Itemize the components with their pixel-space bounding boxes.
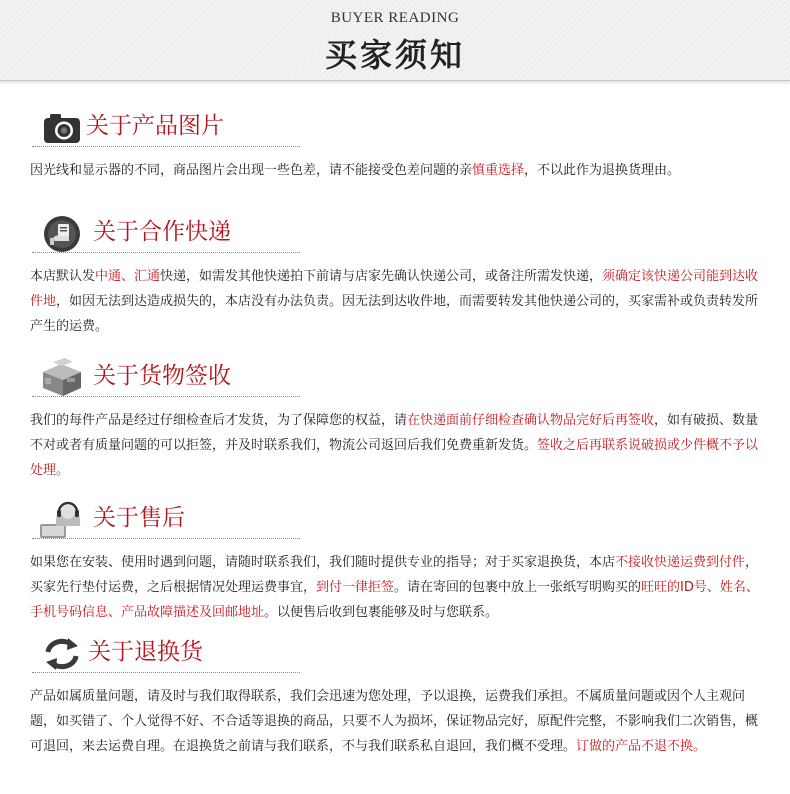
highlight-text: 到付一律拒签 xyxy=(316,580,395,595)
section-paragraph xyxy=(30,550,760,625)
header-title-cn: 买家须知 xyxy=(324,36,465,74)
section-heading xyxy=(0,108,790,148)
section-returns xyxy=(0,634,790,759)
camera-icon xyxy=(38,108,86,148)
highlight-text: 签收之后再联系说破损或少件概不予以处理。 xyxy=(30,438,759,478)
text-run: 因光线和显示器的不同，商品图片会出现一些色差，请不能接受色差问题的亲 xyxy=(30,163,473,178)
section-goods-receipt xyxy=(0,358,790,483)
text-run: 。以便售后收到包裹能够及时与您联系。 xyxy=(264,605,499,620)
header-title-en: BUYER READING xyxy=(330,10,460,26)
highlight-text: 旺旺的ID号、姓名、手机号码信息、产品故障描述及回邮地址 xyxy=(30,580,759,620)
text-run: ，不以此作为退换货理由。 xyxy=(524,163,681,178)
text-run: 如果您在安装、使用时遇到问题，请随时联系我们，我们随时提供专业的指导；对于买家退换货，本店 xyxy=(30,555,616,570)
section-paragraph xyxy=(30,158,760,183)
section-paragraph xyxy=(30,684,760,759)
section-paragraph xyxy=(30,408,760,483)
text-run: ，如有破损、数量不对或者有质量问题的可以拒签，并及时联系我们，物流公司返回后我们免费重新发货。 xyxy=(30,413,759,453)
highlight-text: 须确定该快递公司能到达收件地 xyxy=(30,269,759,309)
divider xyxy=(32,146,300,147)
section-heading xyxy=(0,500,790,540)
headset-support-icon xyxy=(38,500,86,540)
page-header xyxy=(0,0,790,81)
exchange-arrows-icon xyxy=(38,634,86,674)
highlight-text: 不接收快递运费到付件 xyxy=(615,555,746,570)
section-product-images xyxy=(0,108,790,183)
section-title: 关于售后 xyxy=(93,505,185,531)
text-run: 。请在寄回的包裹中放上一张纸写明购买的 xyxy=(394,580,642,595)
section-heading xyxy=(0,358,790,398)
divider xyxy=(32,396,300,397)
divider xyxy=(32,538,300,539)
section-heading xyxy=(0,634,790,674)
text-run: ，如因无法到达造成损失的，本店没有办法负责。因无法到达收件地，而需要转发其他快递公司的，买家需补或负责转发所产生的运费。 xyxy=(30,294,759,334)
delivery-icon xyxy=(38,214,86,254)
section-title: 关于产品图片 xyxy=(86,113,224,139)
section-after-sales xyxy=(0,500,790,625)
text-run: ，买家先行垫付运费，之后根据情况处理运费事宜， xyxy=(30,555,759,595)
highlight-text: 订做的产品不退不换。 xyxy=(576,739,707,754)
section-delivery xyxy=(0,214,790,339)
section-title: 关于货物签收 xyxy=(93,363,231,389)
section-title: 关于退换货 xyxy=(88,639,203,665)
highlight-text: 在快递面前仔细检查确认物品完好后再签收 xyxy=(407,413,655,428)
text-run: 产品如属质量问题，请及时与我们取得联系，我们会迅速为您处理，予以退换，运费我们承担。不属质量问题或因个人主观问题，如买错了、个人觉得不好、不合适等退换的商品，只要不人为损坏，保证物品完好，原配件完整，不影响我们二次销售，概可退回，来去运费自理。在退换货之前请与我们联系，不与我们联系私自退回，我们概不受理。 xyxy=(30,689,759,754)
text-run: 本店默认发 xyxy=(30,269,96,284)
text-run: 我们的每件产品是经过仔细检查后才发货，为了保障您的权益，请 xyxy=(30,413,408,428)
highlight-text: 中通、汇通 xyxy=(95,269,161,284)
package-icon xyxy=(38,358,86,398)
highlight-text: 慎重选择 xyxy=(472,163,525,178)
divider xyxy=(32,672,300,673)
section-title: 关于合作快递 xyxy=(93,219,231,245)
text-run: 快递，如需发其他快递拍下前请与店家先确认快递公司，或备注所需发快递， xyxy=(160,269,603,284)
section-heading xyxy=(0,214,790,254)
divider xyxy=(32,252,300,253)
section-paragraph xyxy=(30,264,760,339)
